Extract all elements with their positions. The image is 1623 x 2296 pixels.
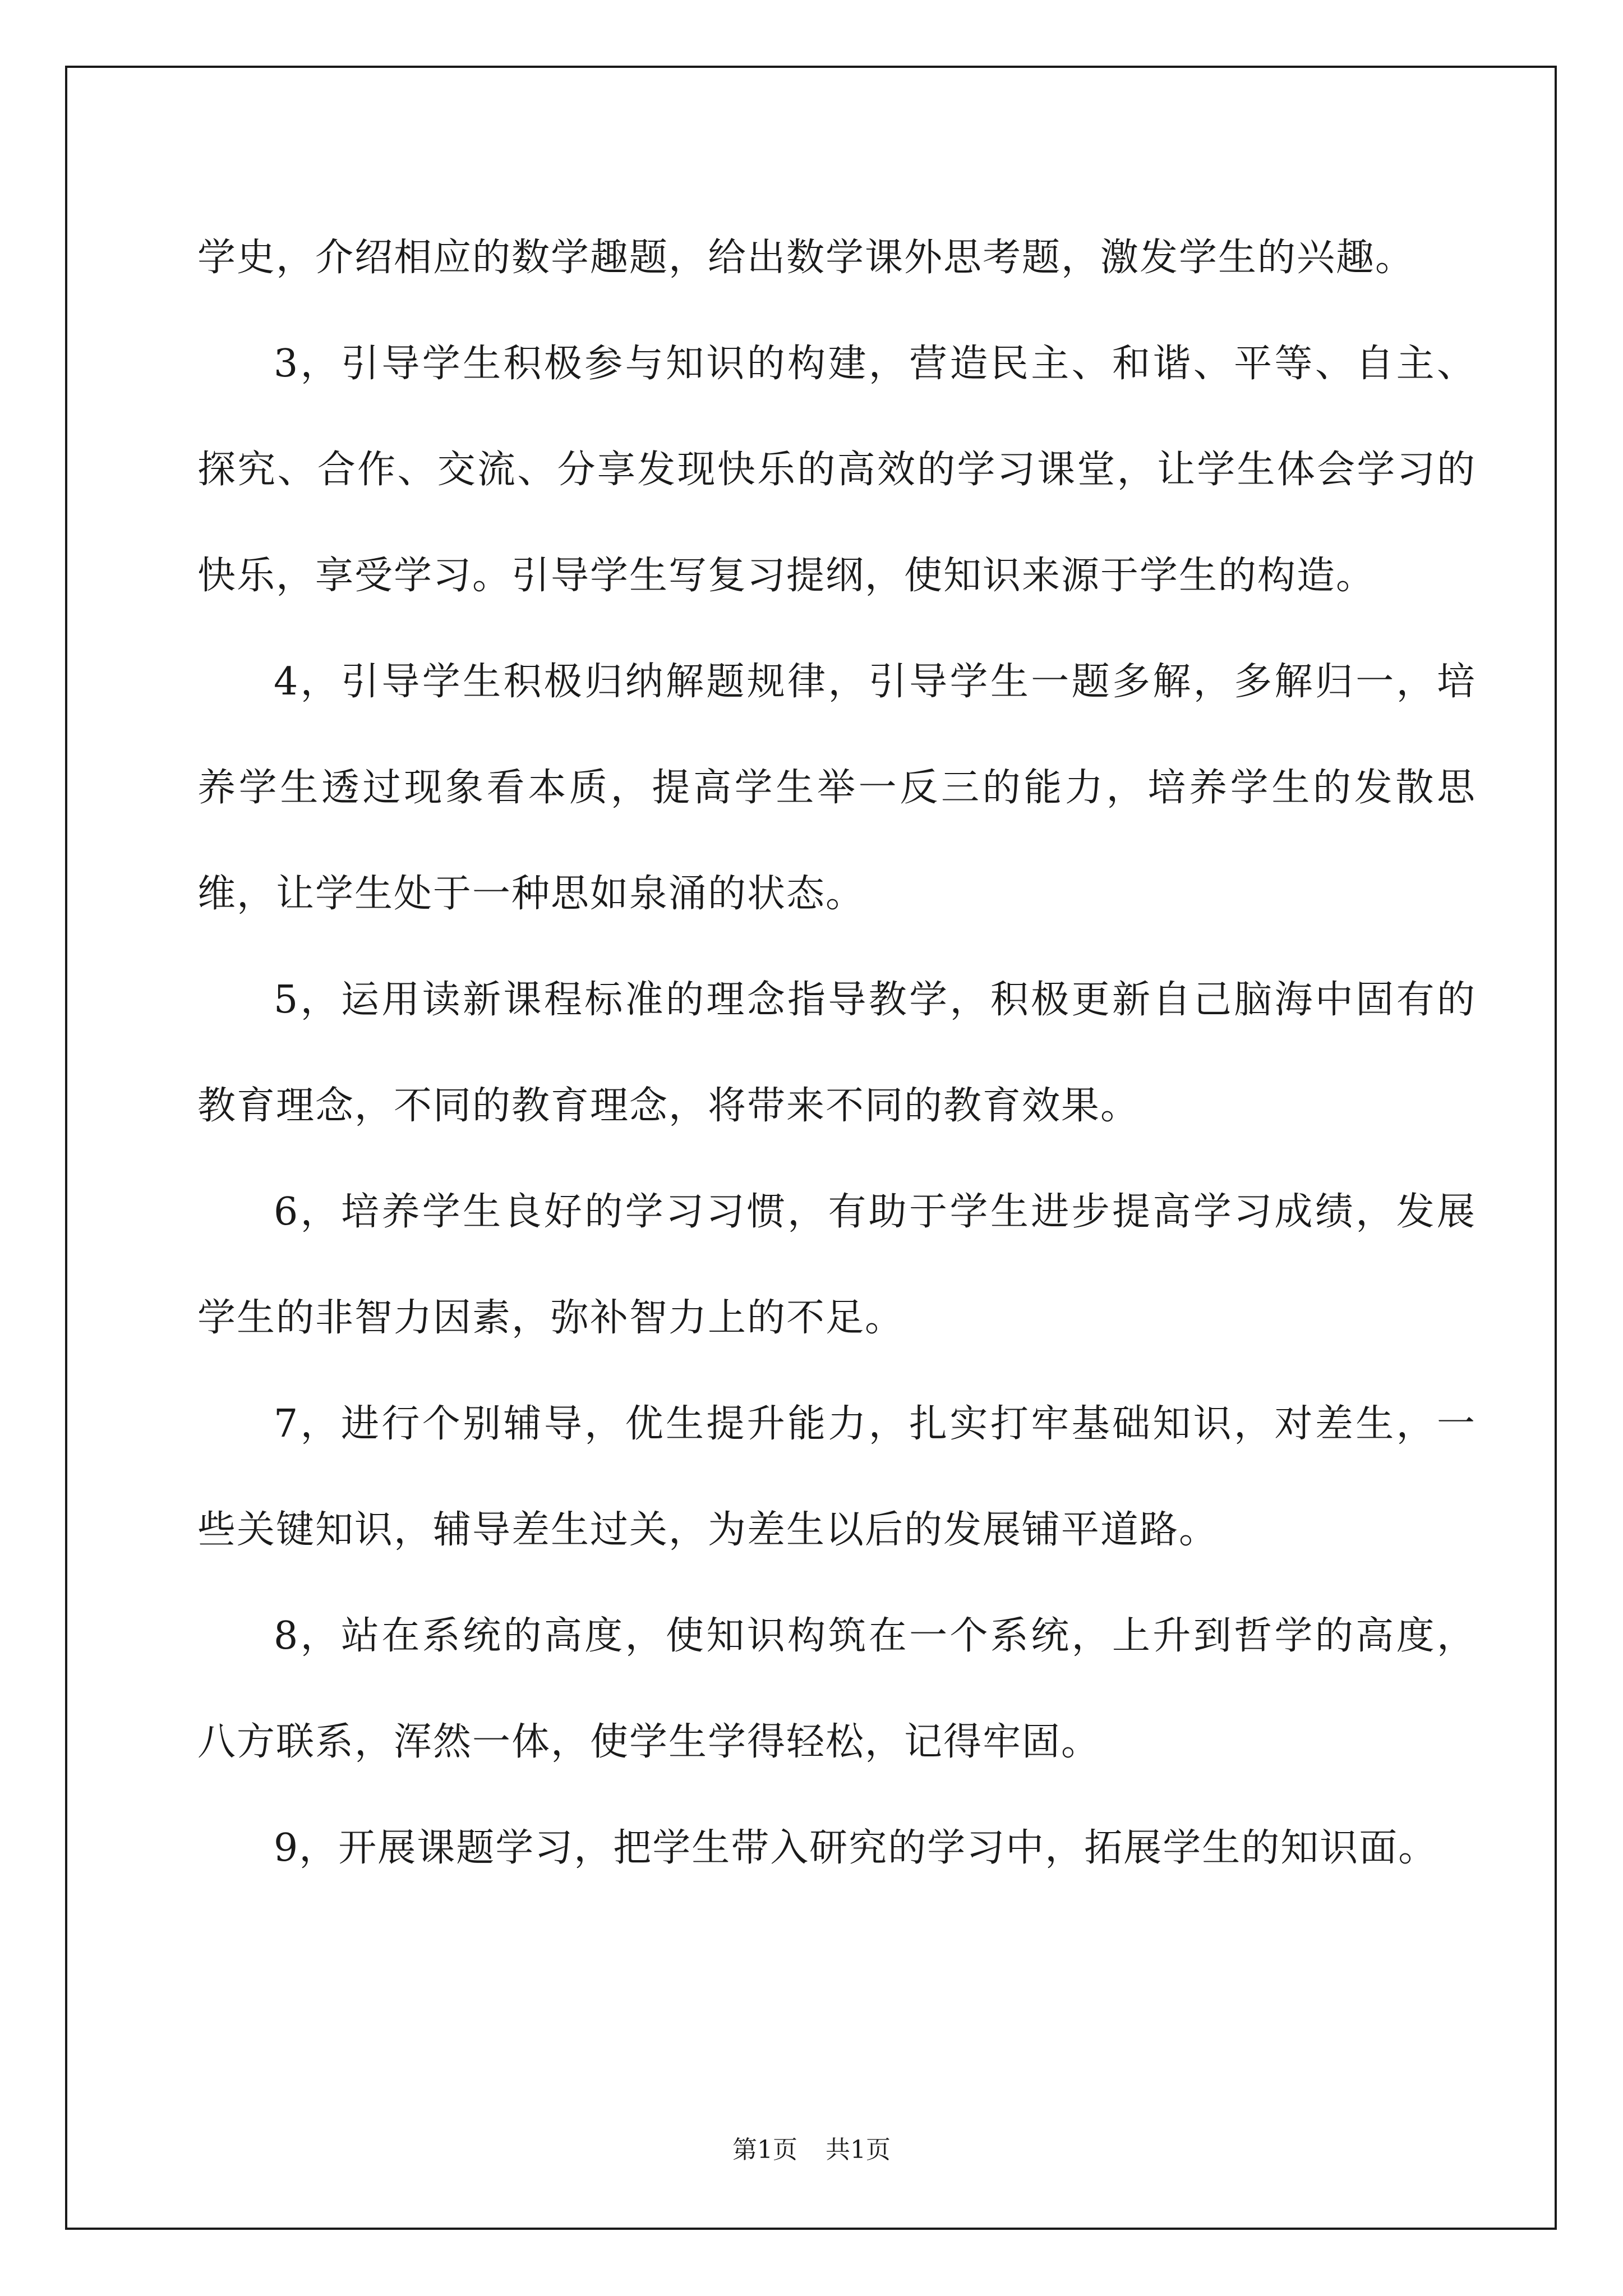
page-footer [0,2129,1623,2165]
paragraph: 4，引导学生积极归纳解题规律，引导学生一题多解，多解归一，培养学生透过现象看本质，提高学生举一反三的能力，培养学生的发散思维，让学生处于一种思如泉涌的状态。 [197,660,1476,916]
paragraph: 7，进行个别辅导，优生提升能力，扎实打牢基础知识，对差生，一些关键知识，辅导差生过关，为差生以后的发展铺平道路。 [197,1402,1476,1552]
document-body [197,205,1476,1901]
page-number: 第1页 [732,2136,797,2164]
paragraph: 5，运用读新课程标准的理念指导教学，积极更新自己脑海中固有的教育理念，不同的教育理念，将带来不同的教育效果。 [197,978,1476,1128]
paragraph: 8，站在系统的高度，使知识构筑在一个系统，上升到哲学的高度，八方联系，浑然一体，使学生学得轻松，记得牢固。 [197,1614,1476,1764]
paragraph: 9，开展课题学习，把学生带入研究的学习中，拓展学生的知识面。 [274,1826,1438,1870]
paragraph: 学史，介绍相应的数学趣题，给出数学课外思考题，激发学生的兴趣。 [197,236,1415,280]
paragraph: 6，培养学生良好的学习习惯，有助于学生进步提高学习成绩，发展学生的非智力因素，弥补智力上的不足。 [197,1190,1476,1340]
paragraph: 3，引导学生积极参与知识的构建，营造民主、和谐、平等、自主、探究、合作、交流、分享发现快乐的高效的学习课堂，让学生体会学习的快乐，享受学习。引导学生写复习提纲，使知识来源于学生的构造。 [197,342,1476,598]
page-total: 共1页 [826,2136,891,2164]
